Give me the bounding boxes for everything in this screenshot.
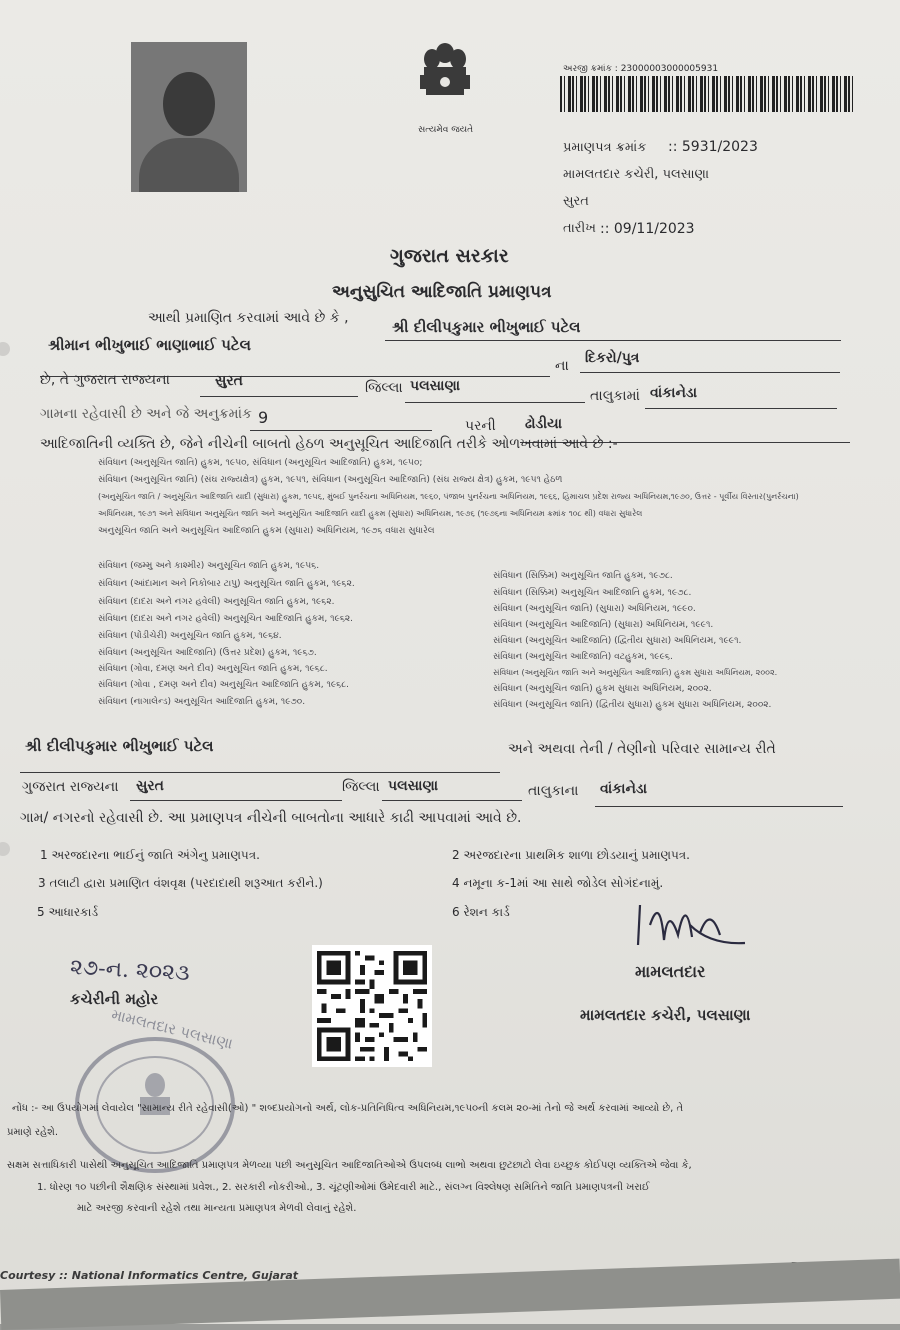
taluka-2-line bbox=[382, 800, 522, 801]
village-line bbox=[645, 408, 837, 409]
order-left-8: સંવિધાન (ગોવા , દમણ અને દીવ) અનુસૂચિત આદિજાતિ હુકમ, ૧૯૬૮. bbox=[98, 680, 350, 690]
punch-hole-bottom bbox=[0, 842, 10, 856]
relation-line bbox=[580, 372, 840, 373]
signatory-office: મામલતદાર કચેરી, પલસાણા bbox=[580, 1006, 751, 1024]
certificate-title: અનુસુચિત આદિજાતિ પ્રમાણપત્ર bbox=[332, 282, 552, 302]
issuing-city: સુરત bbox=[563, 194, 589, 209]
document-6: 6 રેશન કાર્ડ bbox=[452, 905, 510, 919]
order-right-9: સંવિધાન (અનુસૂચિત જાતિ) (દ્વિતીય સુધારા) હુકમ સુધારા અધિનિયમ, ૨૦૦૨. bbox=[493, 700, 772, 710]
note-1: નોંધ :- આ ઉપયોગમાં લેવાયેલ "સામાન્ય રીતે રહેવાસી(ઓ) " શબ્દપ્રયોગનો અર્થ, લોક-પ્રતિનિધિત્વ અધિનિયમ,૧૯૫૦ની કલમ ૨૦-માં તેનો જે અર્થ કરવામાં આવ્યો છે, તે bbox=[12, 1103, 684, 1114]
resident-text: ગામના રહેવાસી છે અને જે અનુક્રમાંક bbox=[40, 406, 252, 422]
taluka-line bbox=[405, 402, 585, 403]
signatory-title: મામલતદાર bbox=[635, 962, 706, 981]
document-4: 4 નમૂના ક-1માં આ સાથે જોડેલ સોગંદનામું. bbox=[452, 876, 664, 890]
village-2: વાંકાનેડા bbox=[600, 781, 648, 797]
tribe-text: આદિજાતિની વ્યક્તિ છે, જેને નીચેની બાબતો હેઠળ અનુસૂચિત આદિજાતિ તરીકે ઓળખવામાં આવે છે :- bbox=[40, 436, 618, 452]
certify-text: આથી પ્રમાણિત કરવામાં આવે છે કે , bbox=[148, 310, 349, 326]
order-left-2: સંવિધાન (આંદામાન અને નિકોબાર ટાપુ) અનુસૂચિત જાતિ હુકમ, ૧૯૬૨. bbox=[98, 579, 355, 589]
signature-icon bbox=[630, 885, 750, 955]
order-top-1: સંવિધાન (અનુસૂચિત જાતિ) હુકમ, ૧૯૫૦, સંવિધાન (અનુસૂચિત આદિજાતિ) હુકમ, ૧૯૫૦; bbox=[98, 458, 423, 468]
village-2-line bbox=[595, 806, 843, 807]
emblem-motto: સત્યમેવ જયતે bbox=[418, 125, 474, 135]
note-2: સક્ષમ સત્તાધિકારી પાસેથી અનુસૂચિત આદિજાતિ પ્રમાણપત્ર મેળવ્યા પછી અનુસૂચિત આદિજાતિઓએ ઉપલબ્ધ લાભો અથવા છુટછાટો લેવા ઇચ્છુક કોઈપણ વ્યક્તિએ જેવા કે, bbox=[7, 1160, 692, 1171]
document-3: 3 તલાટી દ્વારા પ્રમાણિત વંશવૃક્ષ (પરદાદાથી શરૂઆત કરીને.) bbox=[38, 876, 323, 890]
handwritten-date: ૨૭-ન. ૨૦૨૩ bbox=[69, 954, 191, 987]
father-name: શ્રીમાન ભીખુભાઈ ભાણાભાઈ પટેલ bbox=[48, 336, 251, 354]
order-right-1: સંવિધાન (સિક્કિમ) અનુસૂચિત જાતિ હુકમ, ૧૯૭૮. bbox=[493, 571, 673, 581]
certificate-number-label: પ્રમાણપત્ર ક્રમાંક bbox=[563, 140, 647, 155]
basis-text: ગામ/ નગરનો રહેવાસી છે. આ પ્રમાણપત્ર નીચેની બાબતોના આધારે કાઢી આપવામાં આવે છે. bbox=[20, 810, 522, 826]
order-top-5: અનુસૂચિત જાતિ અને અનુસૂચિત આદિજાતિ હુકમ (સુધારા) અધિનિયમ, ૧૯૭૬ વધારા સુધારેલ bbox=[98, 526, 435, 536]
applicant-name: શ્રી દીલીપકુમાર ભીખુભાઈ પટેલ bbox=[392, 318, 581, 336]
seal-text: મામલતદાર પલસાણા bbox=[109, 1005, 235, 1053]
district-2-line bbox=[130, 800, 342, 801]
order-left-4: સંવિધાન (દાદરા અને નગર હવેલી) અનુસૂચિત આદિજાતિ હુકમ, ૧૯૬૨. bbox=[98, 614, 354, 624]
note-4: માટે અરજી કરવાની રહેશે તથા માન્યતા પ્રમાણપત્ર મેળવી લેવાનું રહેશે. bbox=[77, 1203, 357, 1214]
order-left-1: સંવિધાન (જમ્મુ અને કાશ્મીર) અનુસૂચિત જાતિ હુકમ, ૧૯૫૬. bbox=[98, 561, 320, 571]
document-2: 2 અરજદારના પ્રાથમિક શાળા છોડયાનું પ્રમાણપત્ર. bbox=[452, 848, 690, 862]
taluka-label: તાલુકામાં bbox=[590, 388, 640, 404]
applicant-name-repeat: શ્રી દીલીપકુમાર ભીખુભાઈ પટેલ bbox=[25, 737, 214, 755]
taluka-label-2: તાલુકાના bbox=[528, 783, 579, 799]
order-top-3: (અનુસૂચિત જાતિ / અનુસૂચિત આદિજાતિ યાદી (સુધારા) હુકમ, ૧૯૫૬, મુંબઈ પુનર્રચના અધિનિયમ, ૧૯૬૦, પંજાબ પુનર્રચના અધિનિયમ, ૧૯૬૬, હિમાચલ પ્રદેશ રાજ્ય અધિનિયમ,૧૯૭૦, ઉત્તર - પૂર્વીય વિસ્તાર(પુનર્રચના) bbox=[98, 492, 799, 501]
serial-number-line bbox=[250, 430, 432, 431]
district-label: જિલ્લા bbox=[365, 380, 403, 396]
order-right-5: સંવિધાન (અનુસૂચિત આદિજાતિ) (દ્વિતીય સુધારા) અધિનિયમ, ૧૯૯૧. bbox=[493, 636, 742, 646]
state-text-2: ગુજરાત રાજ્યના bbox=[22, 779, 119, 795]
order-right-8: સંવિધાન (અનુસૂચિત જાતિ) હુકમ સુધારા અધિનિયમ, ૨૦૦૨. bbox=[493, 684, 712, 694]
date-label: તારીખ bbox=[563, 221, 596, 236]
application-number: અરજી ક્રમાંક : 23000003000005931 bbox=[563, 64, 719, 74]
district: સુરત bbox=[215, 373, 243, 389]
order-left-3: સંવિધાન (દાદરા અને નગર હવેલી) અનુસૂચિત જાતિ હુકમ, ૧૯૬૨. bbox=[98, 597, 335, 607]
order-left-9: સંવિધાન (નાગાલેન્ડ) અનુસૂચિત આદિજાતિ હુકમ, ૧૯૭૦. bbox=[98, 697, 306, 707]
par-text: પરની bbox=[465, 418, 496, 434]
order-left-5: સંવિધાન (પોંડીચેરી) અનુસૂચિત જાતિ હુકમ, ૧૯૬૪. bbox=[98, 631, 282, 641]
tribe-name: ઢોડીયા bbox=[525, 416, 563, 432]
serial-number: 9 bbox=[258, 408, 269, 427]
government-title: ગુજરાત સરકાર bbox=[390, 245, 509, 267]
order-right-2: સંવિધાન (સિક્કિમ) અનુસૂચિત આદિજાતિ હુકમ, ૧૯૭૮. bbox=[493, 588, 692, 598]
note-3: 1. ધોરણ ૧૦ પછીની શૈક્ષણિક સંસ્થામાં પ્રવેશ., 2. સરકારી નોકરીઓ., 3. ચૂંટણીઓમાં ઉમેદવારી માટે., સંલગ્ન વિશ્લેષણ સમિતિને જાતિ પ્રમાણપત્રની ખરાઈ bbox=[37, 1182, 650, 1193]
order-right-3: સંવિધાન (અનુસૂચિત જાતિ) (સુધારા) અધિનિયમ, ૧૯૯૦. bbox=[493, 604, 696, 614]
na-text: ના bbox=[555, 358, 569, 374]
order-top-4: અધિનિયમ, ૧૯૭૧ અને સંવિધાન અનુસૂચિત જાતિ અને અનુસૂચિત આદિજાતિ યાદી હુકમ (સુધારા) અધિનિયમ, ૧૯૭૬ (૧૯૭૬ના અધિનિયમ ક્રમાંક ૧૦૮ થી) વધારા સુધારેલ bbox=[98, 509, 643, 518]
district-line bbox=[200, 396, 358, 397]
barcode bbox=[560, 76, 856, 112]
applicant-photo bbox=[131, 42, 247, 192]
district-label-2: જિલ્લા bbox=[342, 779, 380, 795]
state-text: છે, તે ગુજરાત રાજ્યના bbox=[40, 372, 170, 388]
qr-code bbox=[312, 945, 432, 1067]
order-right-6: સંવિધાન (અનુસૂચિત આદિજાતિ) વટહુકમ, ૧૯૯૬. bbox=[493, 652, 673, 662]
punch-hole-top bbox=[0, 342, 10, 356]
order-left-6: સંવિધાન (અનુસૂચિત આદિજાતિ) (ઉત્તર પ્રદેશ) હુકમ, ૧૯૬૭. bbox=[98, 648, 317, 658]
office-seal-label: કચેરીની મહોર bbox=[70, 990, 159, 1008]
order-right-4: સંવિધાન (અનુસૂચિત આદિજાતિ) (સુધારા) અધિનિયમ, ૧૯૯૧. bbox=[493, 620, 714, 630]
issuing-office: મામલતદાર કચેરી, પલસાણા bbox=[563, 167, 710, 182]
family-text: અને અથવા તેની / તેણીનો પરિવાર સામાન્ય રીતે bbox=[508, 741, 776, 757]
relation: દિકરો/પુત્ર bbox=[585, 350, 640, 366]
certificate-number: :: 5931/2023 bbox=[668, 139, 758, 155]
courtesy-footer: Courtesy :: National Informatics Centre, Gujarat bbox=[0, 1269, 299, 1282]
document-1: 1 અરજદારના ભાઈનું જાતિ અંગેનુ પ્રમાણપત્ર. bbox=[40, 848, 260, 862]
state-emblem-icon bbox=[410, 35, 480, 125]
order-left-7: સંવિધાન (ગોવા, દમણ અને દીવ) અનુસૂચિત જાતિ હુકમ, ૧૯૬૮. bbox=[98, 664, 328, 674]
issue-date: :: 09/11/2023 bbox=[600, 221, 695, 237]
taluka: પલસાણા bbox=[410, 378, 461, 394]
district-2: સુરત bbox=[136, 778, 164, 794]
document-5: 5 આધારકાર્ડ bbox=[37, 905, 99, 919]
applicant-name-line bbox=[385, 340, 841, 341]
order-top-2: સંવિધાન (અનુસૂચિત જાતિ) (સંઘ રાજ્યક્ષેત્ર) હુકમ, ૧૯૫૧, સંવિધાન (અનુસૂચિત આદિજાતિ) (સંઘ રાજ્ય ક્ષેત્ર) હુકમ, ૧૯૫૧ હેઠળ bbox=[98, 475, 563, 485]
applicant-name-repeat-line bbox=[20, 772, 500, 773]
taluka-2: પલસાણા bbox=[388, 778, 439, 794]
order-right-7: સંવિધાન (અનુસૂચિત જાતિ અને અનુસૂચિત આદિજાતિ) હુકમ સુધારા અધિનિયમ, ૨૦૦૨. bbox=[493, 668, 778, 677]
village: વાંકાનેડા bbox=[650, 385, 698, 401]
note-1b: પ્રમાણે રહેશે. bbox=[7, 1127, 59, 1138]
